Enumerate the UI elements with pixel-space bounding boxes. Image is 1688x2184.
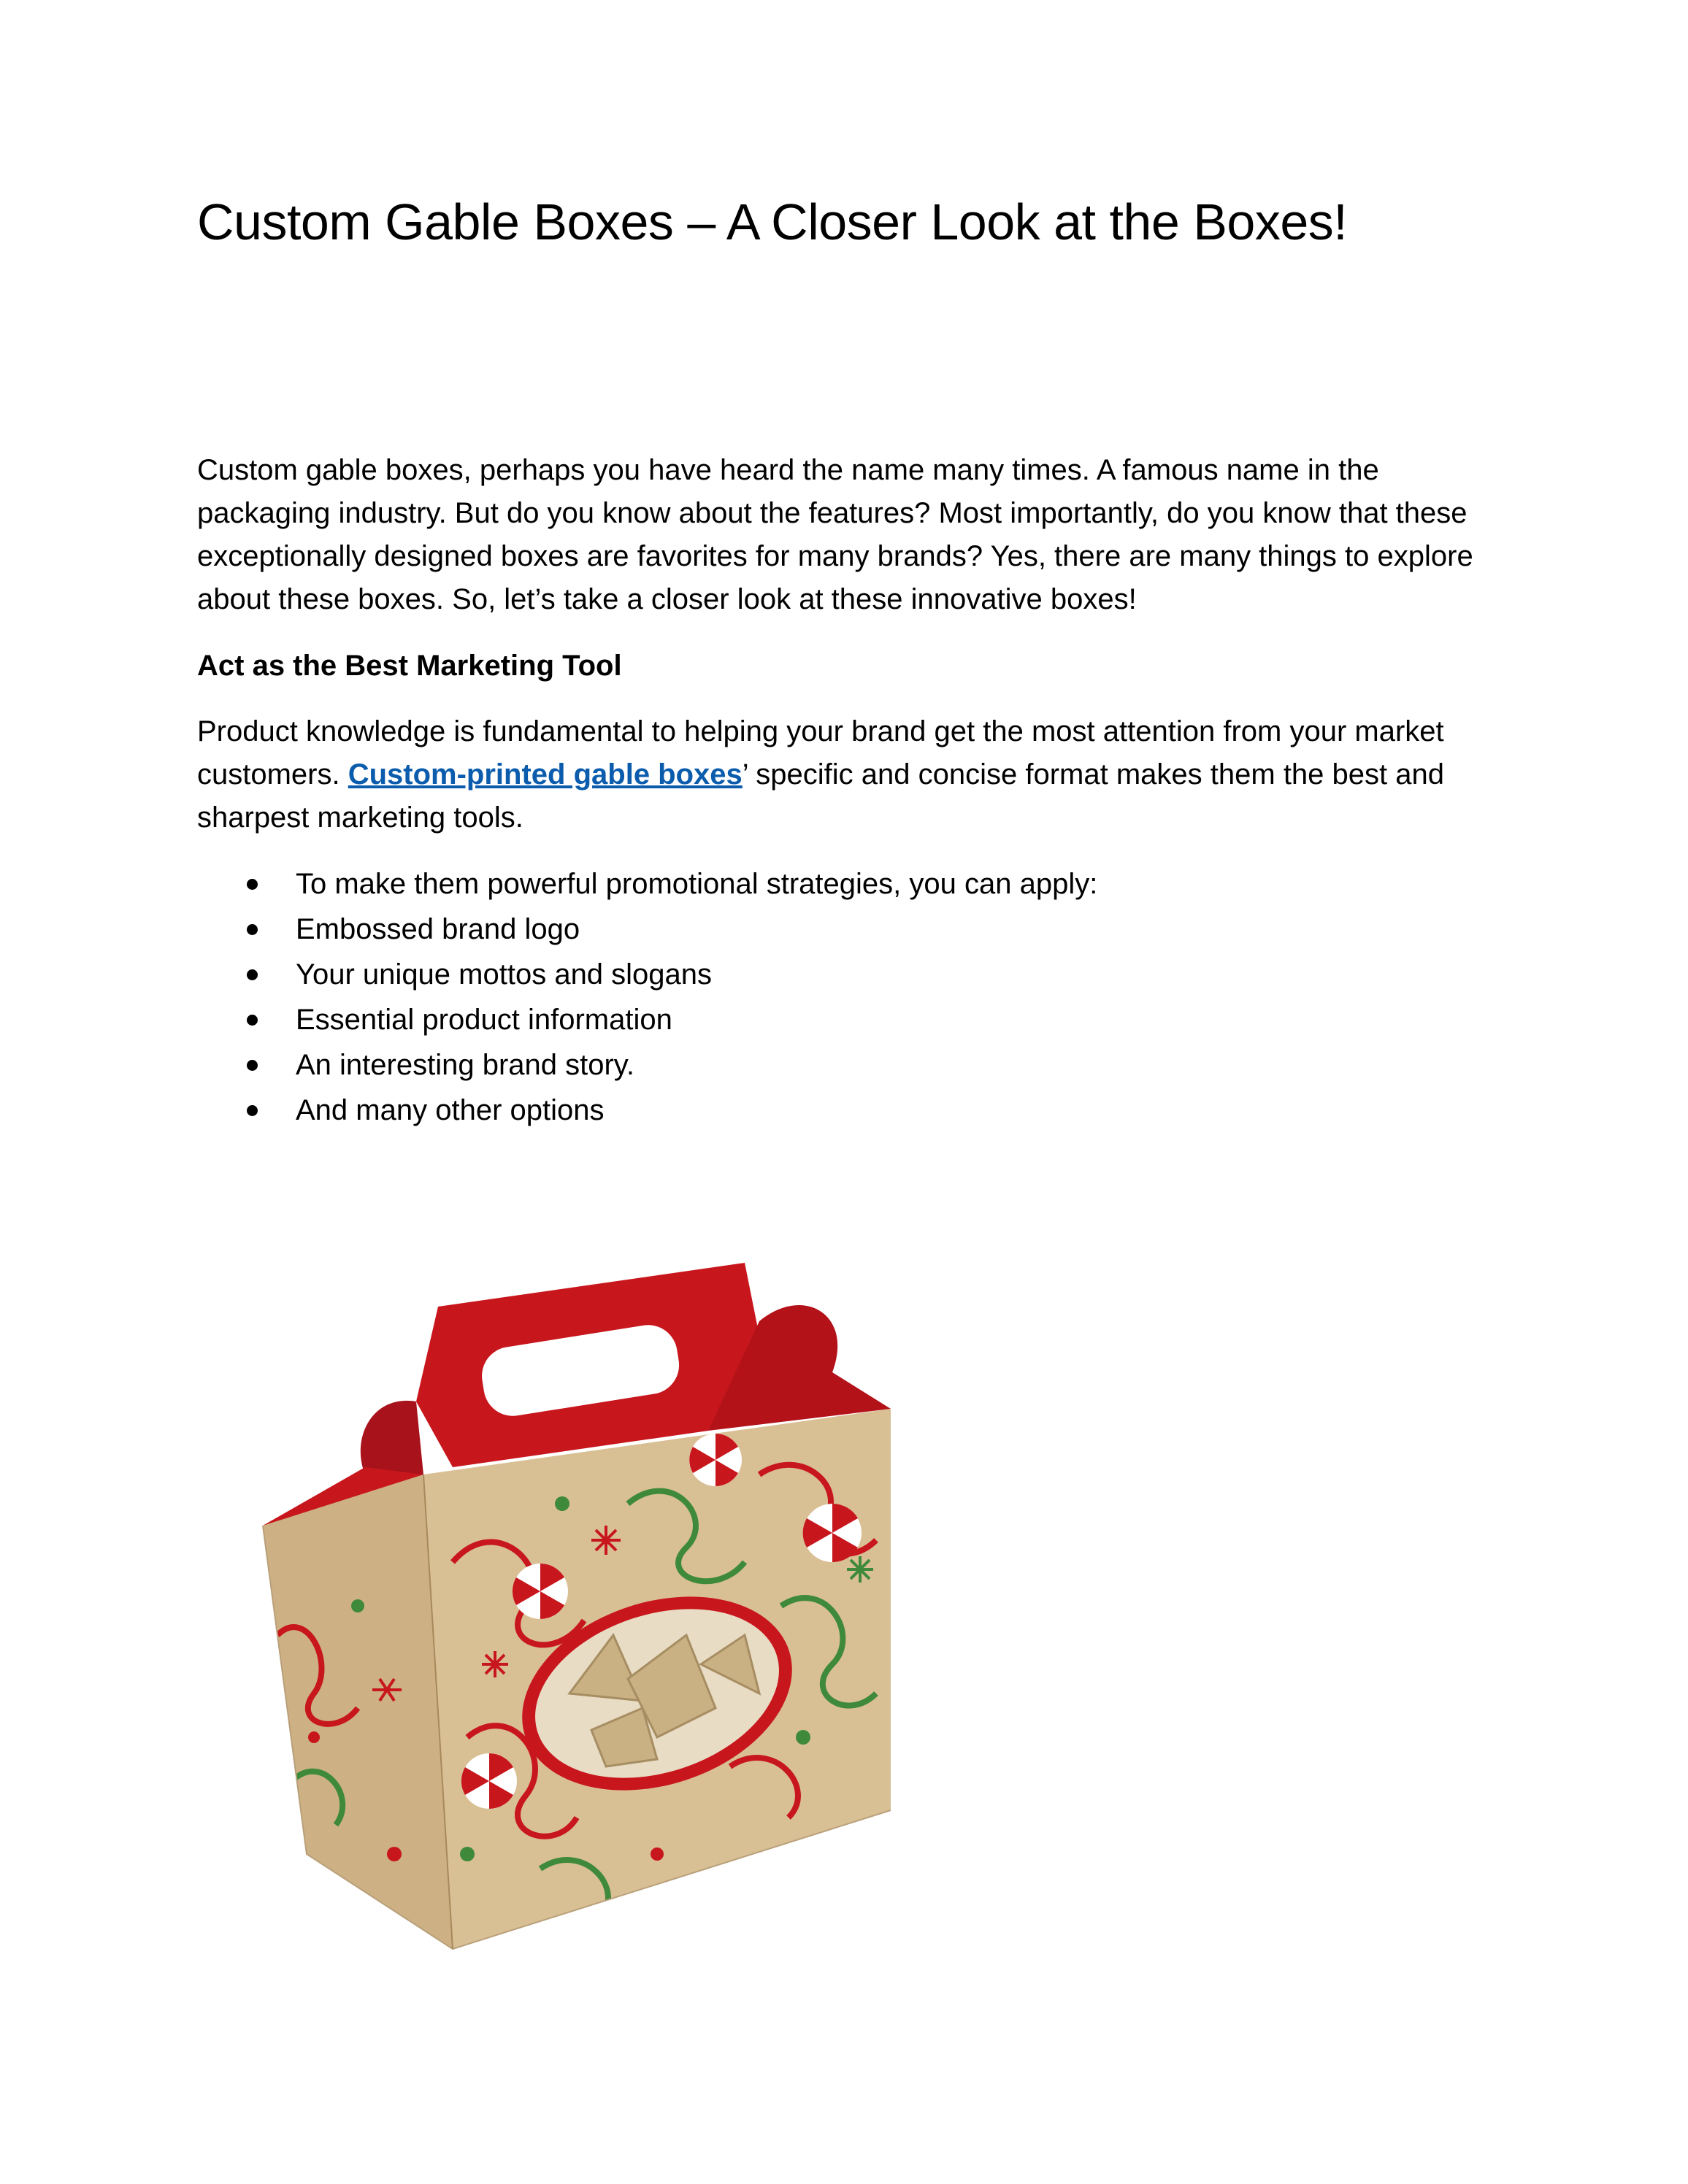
bullet-icon xyxy=(247,969,258,980)
gable-boxes-link[interactable]: Custom-printed gable boxes xyxy=(348,758,743,791)
page-title: Custom Gable Boxes – A Closer Look at the Boxes! xyxy=(197,193,1348,250)
peppermint-decoration xyxy=(513,1564,568,1619)
list-item-text: An interesting brand story. xyxy=(296,1049,634,1081)
list-item-text: Embossed brand logo xyxy=(296,913,580,945)
bullet-icon xyxy=(247,924,258,935)
list-item xyxy=(197,861,1097,907)
bullet-icon xyxy=(247,879,258,890)
peppermint-decoration xyxy=(461,1753,517,1809)
bullet-icon xyxy=(247,1105,258,1116)
bullet-icon xyxy=(247,1060,258,1071)
list-item xyxy=(197,1042,1097,1088)
intro-paragraph: Custom gable boxes, perhaps you have heard the name many times. A famous name in the packaging industry. But do you know about the features? Most importantly, do you know that these exceptionally designed boxes are favorites for many brands? Yes, there are many things to explore about these boxes. So, let’s take a closer look at these innovative boxes! xyxy=(197,454,1473,615)
bullet-list xyxy=(197,861,1097,1133)
peppermint-decoration xyxy=(689,1434,742,1486)
section-heading: Act as the Best Marketing Tool xyxy=(197,650,622,682)
peppermint-decoration xyxy=(803,1504,862,1562)
gable-box-image xyxy=(248,1226,920,1971)
marketing-paragraph xyxy=(197,710,1497,839)
paragraph-text-after: ’ specific and concise format makes them the best and sharpest marketing tools. xyxy=(197,758,1444,834)
list-item-text: Essential product information xyxy=(296,1004,672,1036)
paragraph-text-before: Product knowledge is fundamental to helping your brand get the most attention from your market customers. xyxy=(197,715,1444,791)
list-item xyxy=(197,907,1097,952)
list-item-text: Your unique mottos and slogans xyxy=(296,958,713,991)
list-item-text: To make them powerful promotional strategies, you can apply: xyxy=(296,868,1098,900)
list-item xyxy=(197,1088,1097,1133)
list-item xyxy=(197,952,1097,997)
list-item xyxy=(197,997,1097,1042)
list-item-text: And many other options xyxy=(296,1094,605,1126)
bullet-icon xyxy=(247,1015,258,1026)
box-front-panel xyxy=(409,1394,920,1971)
